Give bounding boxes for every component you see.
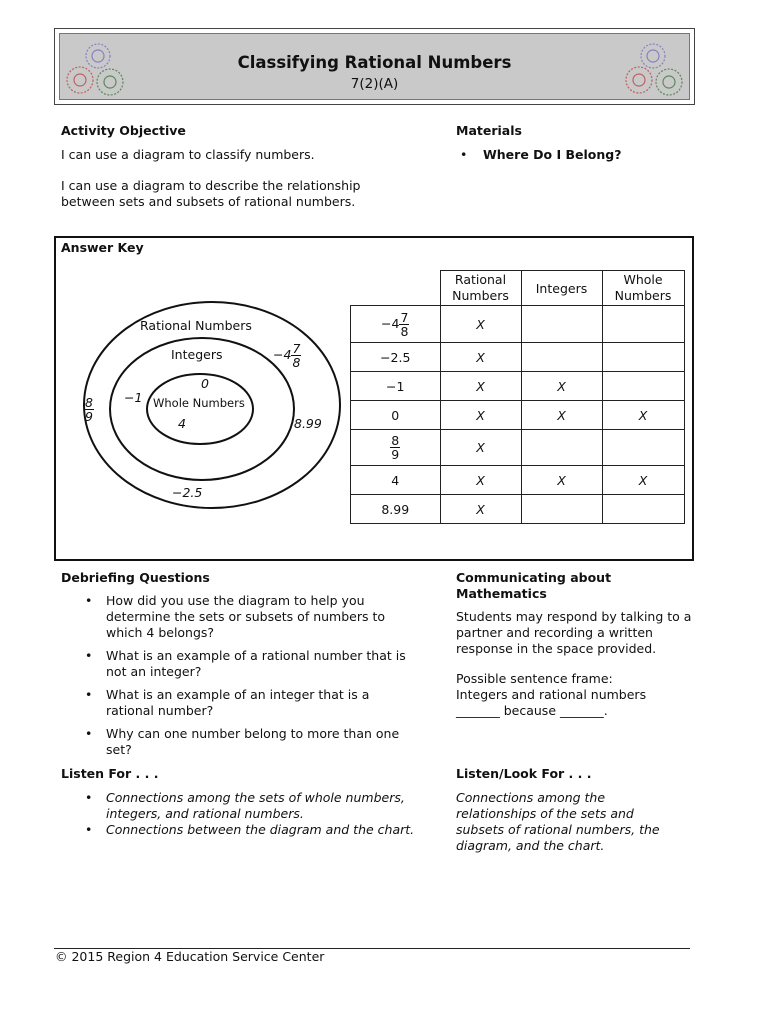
banner-background (59, 33, 690, 100)
listen-look-for-heading: Listen/Look For . . . (456, 766, 592, 781)
row-label: 8.99 (351, 495, 441, 524)
mark-cell: X (440, 495, 521, 524)
objective-line-2: I can use a diagram to describe the relationship between sets and subsets of rational numbers. (61, 178, 361, 209)
listen-look-for-text: Connections among the relationships of the sets and subsets of rational numbers, the diagram, and the chart. (456, 790, 660, 853)
mark-cell: X (440, 306, 521, 343)
negative-decimal-value: −2.5 (172, 485, 203, 500)
four-value: 4 (178, 416, 186, 431)
table-row (351, 466, 685, 495)
empty-cell (521, 306, 602, 343)
page-subtitle: 7(2)(A) (350, 76, 399, 92)
mixed-whole: −4 (273, 347, 292, 362)
mark-cell: X (602, 466, 684, 495)
mixed-denominator: 8 (292, 355, 301, 370)
fraction-denominator: 9 (85, 409, 93, 424)
table-corner (351, 271, 441, 306)
sentence-frame-line-2: _______ because _______. (456, 703, 608, 718)
header-banner (54, 28, 695, 105)
debriefing-list (61, 593, 421, 758)
fraction-numerator: 8 (85, 395, 93, 410)
row-label: −2.5 (351, 343, 441, 372)
mark-cell: X (521, 401, 602, 430)
empty-cell (602, 343, 684, 372)
table-row (351, 430, 685, 466)
empty-cell (521, 495, 602, 524)
mark-cell: X (440, 466, 521, 495)
table-row (351, 372, 685, 401)
materials-bullet: • (460, 147, 468, 162)
mixed-number-value (273, 342, 301, 369)
mixed-numerator: 7 (292, 341, 301, 356)
col-header-rational: Rational Numbers (440, 271, 521, 306)
table-row (351, 401, 685, 430)
table-row (351, 306, 685, 343)
row-label: $\frac{8}{9}$ (351, 430, 441, 466)
sentence-frame-line-1: Integers and rational numbers (456, 687, 647, 702)
sentence-frame-label: Possible sentence frame: (456, 671, 613, 686)
list-item: • Connections between the diagram and the chart. (61, 822, 421, 838)
row-label: −1 (351, 372, 441, 401)
footer-copyright: © 2015 Region 4 Education Service Center (55, 949, 325, 964)
listen-for-list (61, 790, 421, 838)
table-row (351, 495, 685, 524)
decimal-value: 8.99 (294, 416, 322, 431)
answer-key-heading: Answer Key (61, 240, 144, 255)
debriefing-heading: Debriefing Questions (61, 570, 210, 585)
list-item: • What is an example of a rational number that is not an integer? (61, 648, 421, 680)
mark-cell: X (440, 401, 521, 430)
row-label: −4 $\frac{7}{8}$ (351, 306, 441, 343)
objective-line-1: I can use a diagram to classify numbers. (61, 147, 315, 162)
list-item: • Connections among the sets of whole numbers, integers, and rational numbers. (61, 790, 421, 822)
mark-cell: X (440, 430, 521, 466)
mark-cell: X (521, 466, 602, 495)
objective-heading: Activity Objective (61, 123, 186, 138)
whole-numbers-label: Whole Numbers (153, 396, 245, 410)
materials-item: Where Do I Belong? (483, 147, 622, 162)
communicating-paragraph: Students may respond by talking to a partner and recording a written response in the space provided. (456, 609, 692, 656)
empty-cell (602, 372, 684, 401)
col-header-whole: Whole Numbers (602, 271, 684, 306)
list-item: • Why can one number belong to more than one set? (61, 726, 421, 758)
mark-cell: X (440, 343, 521, 372)
materials-heading: Materials (456, 123, 522, 138)
mark-cell: X (440, 372, 521, 401)
classification-table (350, 270, 685, 524)
list-item: • What is an example of an integer that is a rational number? (61, 687, 421, 719)
table-row (351, 343, 685, 372)
negative-one-value: −1 (124, 390, 143, 405)
row-label: 0 (351, 401, 441, 430)
empty-cell (602, 430, 684, 466)
col-header-integers: Integers (521, 271, 602, 306)
page-title: Classifying Rational Numbers (237, 53, 512, 72)
empty-cell (602, 306, 684, 343)
empty-cell (521, 430, 602, 466)
zero-value: 0 (201, 376, 209, 391)
fraction-value (84, 396, 94, 423)
listen-for-heading: Listen For . . . (61, 766, 159, 781)
list-item: • How did you use the diagram to help you determine the sets or subsets of numbers to which 4 belongs? (61, 593, 421, 641)
mark-cell: X (602, 401, 684, 430)
communicating-heading: Communicating about Mathematics (456, 570, 612, 601)
empty-cell (602, 495, 684, 524)
empty-cell (521, 343, 602, 372)
rational-numbers-label: Rational Numbers (140, 318, 252, 333)
mark-cell: X (521, 372, 602, 401)
row-label: 4 (351, 466, 441, 495)
integers-label: Integers (171, 347, 223, 362)
